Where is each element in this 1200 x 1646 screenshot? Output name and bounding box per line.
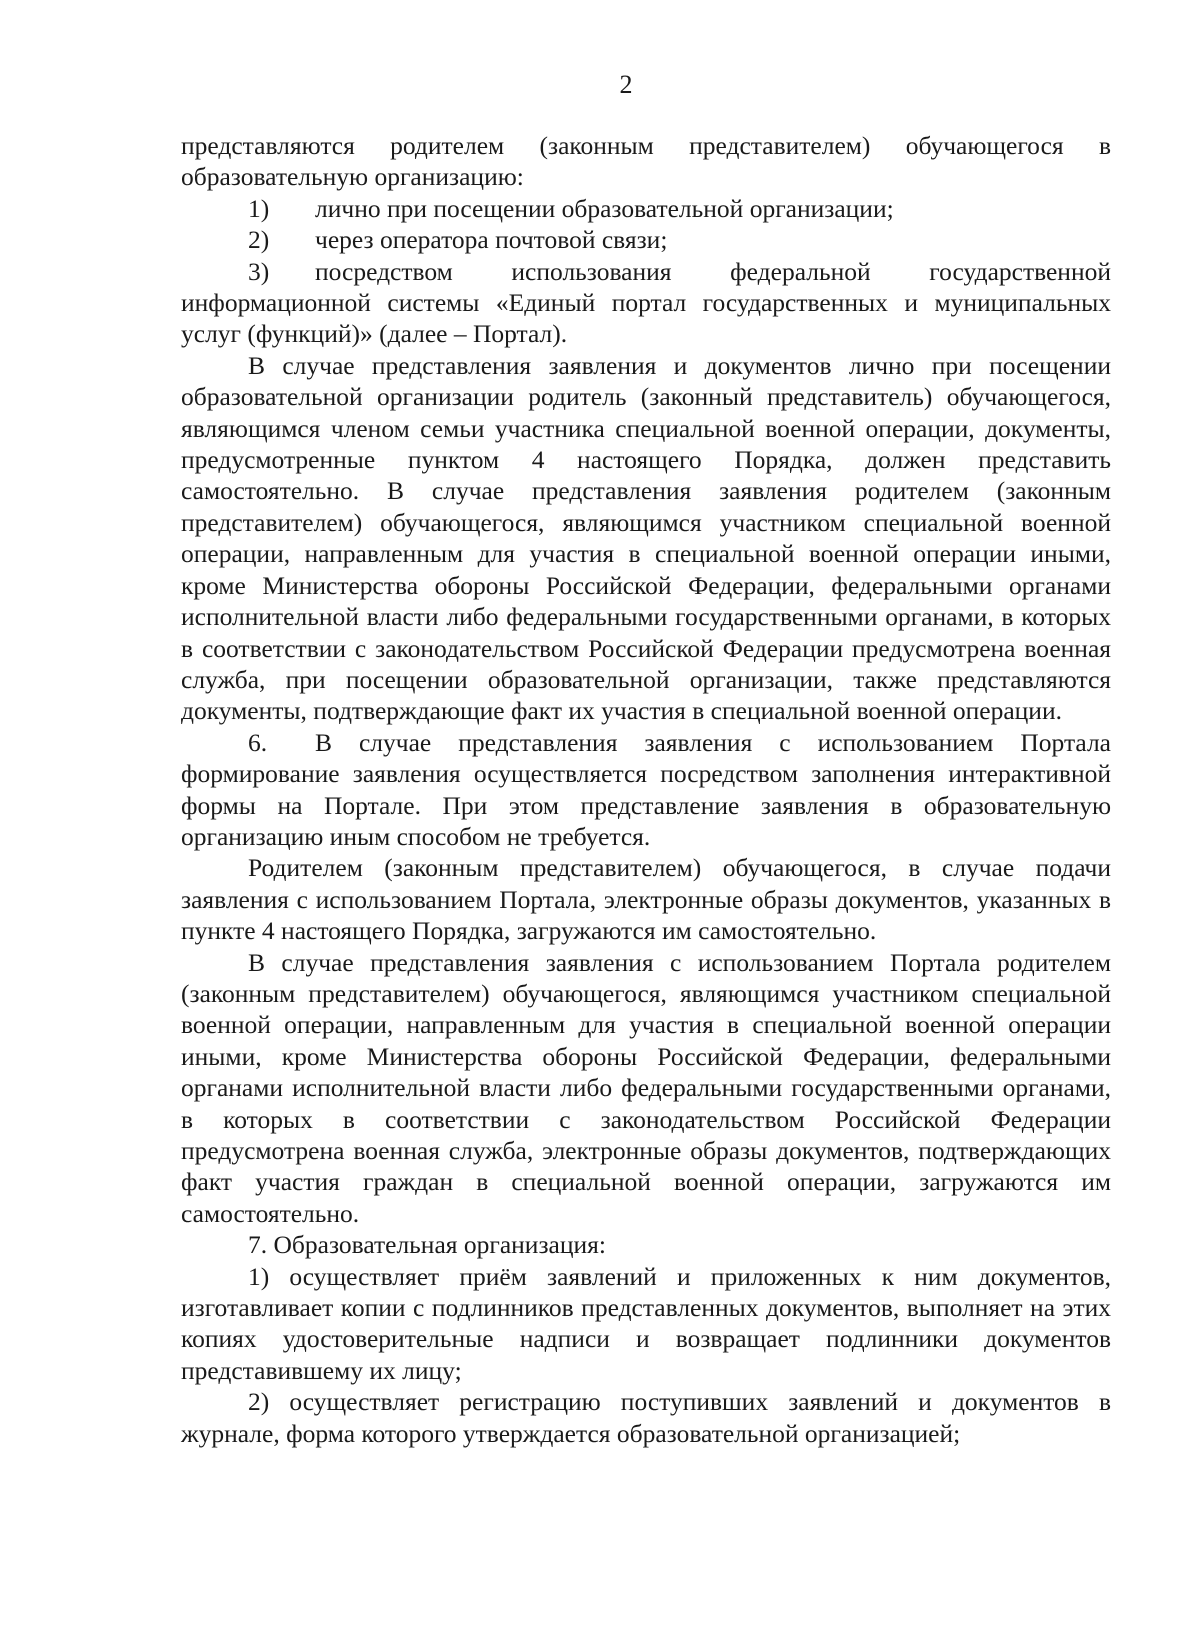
clause-6 xyxy=(181,727,1111,853)
list-item-1-text: лично при посещении образовательной организации; xyxy=(315,193,894,223)
clause-7-item-1: 1) осуществляет приём заявлений и приложенных к ним документов, изготавливает копии с подлинников представленных документов, выполняет на этих копиях удостоверительные надписи и возвращает подлинники документов представившему их лицу; xyxy=(181,1261,1111,1385)
clause-number-6: 6. xyxy=(248,727,268,757)
list-item-2-text: через оператора почтовой связи; xyxy=(315,225,668,255)
list-number-3: 3) xyxy=(248,256,270,286)
paragraph-in-person: В случае представления заявления и документов лично при посещении образовательной организации родитель (законный представитель) обучающегося, являющимся членом семьи участника специальной военной операции, документы, предусмотренные пунктом 4 настоящего Порядка, должен представить самостоятельно. В случае представления заявления родителем (законным представителем) обучающегося, являющимся участником специальной военной операции, направленным для участия в специальной военной операции иными, кроме Министерства обороны Российской Федерации, федеральными органами исполнительной власти либо федеральными государственными органами, в которых в соответствии с законодательством Российской Федерации предусмотрена военная служба, при посещении образовательной организации, также представляются документы, подтверждающие факт их участия в специальной военной операции. xyxy=(181,350,1111,726)
list-number-2: 2) xyxy=(248,225,270,255)
clause-7-item-2: 2) осуществляет регистрацию поступивших заявлений и документов в журнале, форма которого утверждается образовательной организацией; xyxy=(181,1387,1111,1448)
page-number: 2 xyxy=(619,70,633,99)
list-item-2 xyxy=(181,224,1111,255)
paragraph-portal-svo: В случае представления заявления с использованием Портала родителем (законным представителем) обучающегося, являющимся участником специальной военной операции, направленным для участия в специальной военной операции иными, кроме Министерства обороны Российской Федерации, федеральными органами исполнительной власти либо федеральными государственными органами, в которых в соответствии с законодательством Российской Федерации предусмотрена военная служба, электронные образы документов, подтверждающих факт участия граждан в специальной военной операции, загружаются им самостоятельно. xyxy=(181,947,1111,1228)
list-item-3-text: посредством использования федеральной государственной информационной системы «Единый портал государственных и муниципальных услуг (функций)» (далее – Портал). xyxy=(181,256,1111,349)
clause-6-text: В случае представления заявления с использованием Портала формирование заявления осуществляется посредством заполнения интерактивной формы на Портале. При этом представление заявления в образовательную организацию иным способом не требуется. xyxy=(181,727,1111,851)
list-number-1: 1) xyxy=(248,193,270,223)
list-item-3 xyxy=(181,256,1111,350)
paragraph-intro: представляются родителем (законным представителем) обучающегося в образовательную организацию: xyxy=(181,131,1111,192)
document-body xyxy=(181,130,1111,1449)
list-item-1 xyxy=(181,193,1111,224)
paragraph-portal-upload: Родителем (законным представителем) обучающегося, в случае подачи заявления с использованием Портала, электронные образы документов, указанных в пункте 4 настоящего Порядка, загружаются им самостоятельно. xyxy=(181,853,1111,946)
clause-7-heading: 7. Образовательная организация: xyxy=(248,1230,606,1260)
